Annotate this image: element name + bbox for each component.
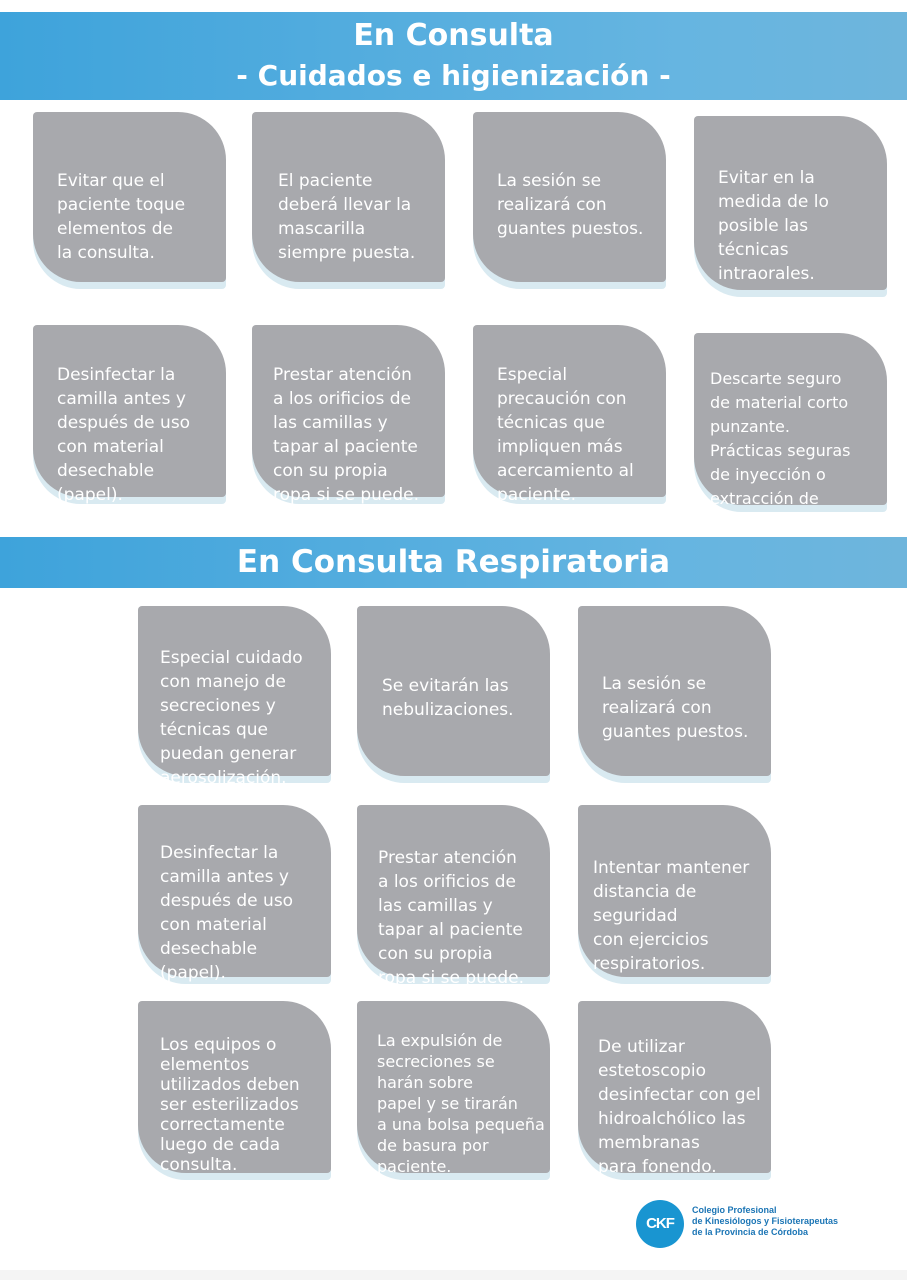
- card-text: Los equipos o elementos utilizados deben ser esterilizados correctamente luego de cada consulta.: [160, 1035, 300, 1175]
- section-1-card-5: [33, 325, 226, 505]
- section-1-card-8: [694, 333, 887, 532]
- section-1-subtitle: - Cuidados e higienización -: [236, 59, 671, 92]
- section-1-card-2: [252, 112, 445, 282]
- card-text: La expulsión de secreciones se harán sobre papel y se tirarán a una bolsa pequeña de basura por paciente.: [377, 1031, 545, 1176]
- section-2-banner: [0, 537, 907, 588]
- section-2-card-9: [578, 1001, 771, 1177]
- footer-branding: [636, 1200, 896, 1248]
- section-2-title: En Consulta Respiratoria: [236, 544, 671, 580]
- card-text: Desinfectar la camilla antes y después de uso con material desechable (papel).: [160, 843, 294, 983]
- section-2-card-7: [138, 1001, 331, 1173]
- section-1-card-6: [252, 325, 445, 505]
- card-text: Descarte seguro de material corto punzante. Prácticas seguras de inyección o extracción de sangre.: [710, 369, 851, 532]
- section-2-card-4: [138, 805, 331, 983]
- section-2-card-6: [578, 805, 771, 977]
- card-text: Prestar atención a los orificios de las camillas y tapar al paciente con su propia ropa si se puede.: [378, 848, 525, 988]
- bottom-margin: [0, 1270, 907, 1280]
- card-text: Especial cuidado con manejo de secreciones y técnicas que puedan generar aerosolización.: [160, 648, 303, 788]
- card-text: Intentar mantener distancia de seguridad con ejercicios respiratorios.: [593, 858, 750, 974]
- card-text: Especial precaución con técnicas que impliquen más acercamiento al paciente.: [497, 365, 634, 505]
- section-2-card-2: [357, 606, 550, 776]
- card-text: El paciente deberá llevar la mascarilla siempre puesta.: [278, 171, 416, 263]
- card-text: La sesión se realizará con guantes puestos.: [497, 171, 644, 239]
- card-text: Evitar que el paciente toque elementos de la consulta.: [57, 171, 186, 263]
- card-text: La sesión se realizará con guantes puestos.: [602, 674, 749, 742]
- section-1-title: En Consulta: [353, 18, 554, 53]
- section-2-card-1: [138, 606, 331, 788]
- section-1-banner: [0, 12, 907, 100]
- section-1-card-7: [473, 325, 666, 505]
- section-2-card-8: [357, 1001, 550, 1176]
- card-text: De utilizar estetoscopio desinfectar con gel hidroalchólico las membranas para fonendo.: [598, 1037, 761, 1177]
- section-2-card-3: [578, 606, 771, 776]
- card-text: Evitar en la medida de lo posible las técnicas intraorales.: [718, 168, 829, 284]
- card-text: Desinfectar la camilla antes y después de uso con material desechable (papel).: [57, 365, 191, 505]
- section-1-card-3: [473, 112, 666, 282]
- organization-name: Colegio Profesional de Kinesiólogos y Fisioterapeutas de la Provincia de Córdoba: [692, 1205, 839, 1237]
- section-2-card-5: [357, 805, 550, 988]
- card-text: Prestar atención a los orificios de las camillas y tapar al paciente con su propia ropa si se puede.: [273, 365, 420, 505]
- ckf-logo-icon: CKF: [636, 1200, 684, 1248]
- card-text: Se evitarán las nebulizaciones.: [382, 676, 514, 720]
- section-1-card-4: [694, 116, 887, 290]
- section-1-card-1: [33, 112, 226, 282]
